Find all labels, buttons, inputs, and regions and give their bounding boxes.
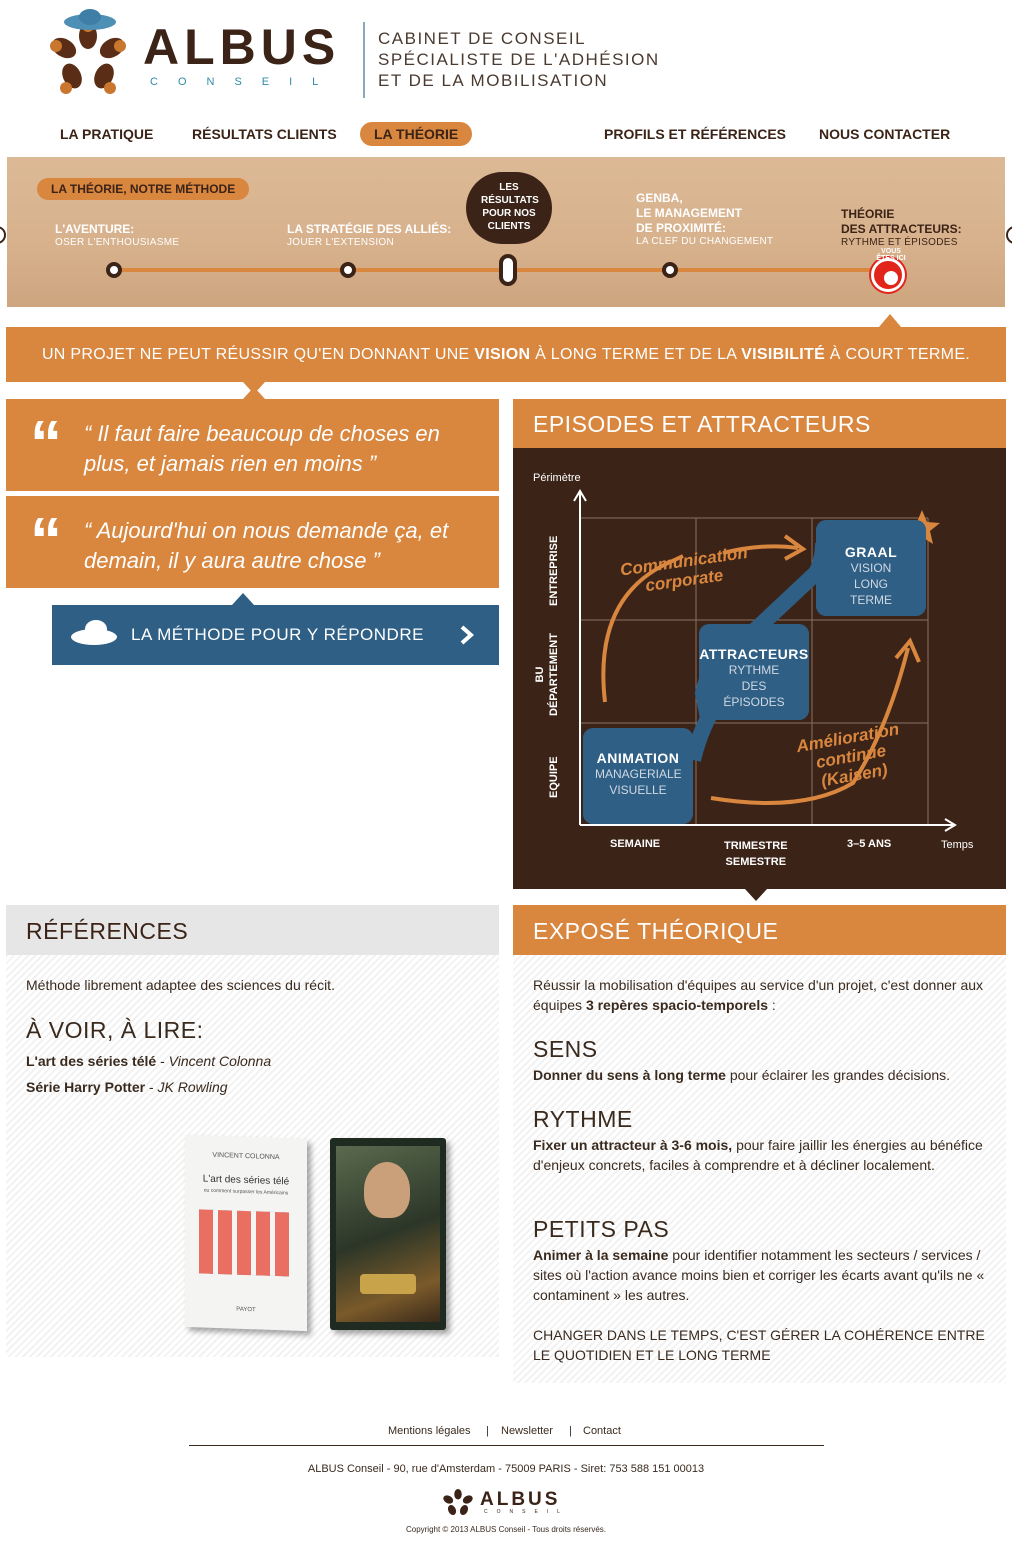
footer-logo-word[interactable]: ALBUS (480, 1489, 561, 1510)
cell-title: ATTRACTEURS (699, 646, 809, 662)
timeline-step-attracteurs[interactable] (841, 207, 962, 248)
tagline-line-1: CABINET DE CONSEIL (378, 29, 587, 48)
footer-address: ALBUS Conseil - 90, rue d'Amsterdam - 75009 PARIS - Siret: 753 588 151 00013 (307, 1463, 705, 1475)
footer-link-mentions[interactable]: Mentions légales (388, 1425, 471, 1437)
book-author: VINCENT COLONNA (212, 1151, 280, 1162)
timeline-dot[interactable] (340, 262, 356, 278)
row-label-equipe: EQUIPE (548, 756, 560, 798)
timeline-step-strategie-allies[interactable] (287, 222, 451, 248)
timeline-dot[interactable] (662, 262, 678, 278)
quote-mark-icon: “ (30, 407, 62, 479)
step-title-line-1: GENBA, (636, 191, 683, 205)
header-divider (363, 22, 365, 98)
header-tagline (378, 28, 660, 91)
logo-wordmark[interactable]: ALBUS (143, 19, 341, 75)
dvd-cover[interactable] (330, 1138, 446, 1330)
quote-text: “ Aujourd'hui on nous demande ça, et demain, il y aura autre chose ” (84, 518, 449, 573)
timeline-step-resultats-clients[interactable] (466, 172, 552, 244)
section-body: pour faire jaillir les énergies au bénéfice d'enjeux concrets, faciles à comprendre et à décliner localement. (533, 1137, 983, 1173)
nav-profils-references[interactable]: PROFILS ET RÉFÉRENCES (604, 126, 787, 142)
book-title: L'art des séries télé (202, 1173, 290, 1188)
reference-author: Vincent Colonna (168, 1053, 272, 1069)
y-axis-label: Périmètre (533, 472, 581, 484)
section-bold: Donner du sens à long terme (533, 1067, 726, 1083)
section-bold: Fixer un attracteur à 3-6 mois, (533, 1137, 733, 1153)
cell-subtitle: VISION LONG TERME (850, 561, 892, 607)
center-step-label: LES RÉSULTATS POUR NOS CLIENTS (481, 182, 539, 232)
cell-subtitle: MANAGERIALE VISUELLE (595, 767, 682, 797)
references-intro: Méthode librement adaptee des sciences du récit. (26, 977, 335, 993)
section-body: pour identifier notamment les secteurs / services / sites où l'action avance moins bien et corriger les écarts avant qu'ils ne « contaminent » les autres. (533, 1247, 985, 1303)
you-are-here-icon (871, 248, 906, 292)
episodes-chart (513, 448, 1006, 889)
expose-conclusion: CHANGER DANS LE TEMPS, C'EST GÉRER LA COHÉRENCE ENTRE LE QUOTIDIEN ET LE LONG TERME (533, 1327, 985, 1363)
vision-banner (6, 327, 1006, 382)
banner-text-1: UN PROJET NE PEUT RÉUSSIR QU'EN DONNANT UNE (41, 346, 475, 363)
quote-text: “ Il faut faire beaucoup de choses en plus, et jamais rien en moins ” (84, 421, 440, 476)
nav-la-theorie[interactable]: LA THÉORIE (360, 122, 472, 146)
section-text-rythme (533, 1135, 993, 1175)
section-text-petits-pas (533, 1245, 993, 1305)
expose-panel (513, 955, 1006, 1383)
book-publisher: PAYOT (236, 1306, 256, 1314)
episodes-pointer (745, 889, 767, 901)
step-subtitle: RYTHME ET ÉPISODES (841, 237, 958, 248)
cell-subtitle: RYTHME DES ÉPISODES (723, 663, 785, 709)
step-subtitle: OSER L'ENTHOUSIASME (55, 237, 180, 248)
timeline-prev-arrow[interactable] (0, 226, 6, 244)
step-subtitle: LA CLEF DU CHANGEMENT (636, 236, 774, 247)
cell-title: GRAAL (844, 544, 898, 560)
step-title-line-2: LE MANAGEMENT (636, 206, 742, 220)
footer-separator: | (486, 1425, 489, 1437)
footer-link-contact[interactable]: Contact (583, 1425, 621, 1437)
footer-link-newsletter[interactable]: Newsletter (501, 1425, 553, 1437)
timeline-center-marker[interactable] (499, 254, 517, 286)
method-button[interactable] (52, 605, 499, 665)
references-panel (6, 955, 499, 1357)
references-title: RÉFÉRENCES (6, 905, 499, 955)
expose-intro-end: : (768, 997, 776, 1013)
book-cover[interactable] (185, 1135, 307, 1331)
nav-la-pratique[interactable]: LA PRATIQUE (60, 126, 154, 142)
footer-divider (189, 1445, 824, 1446)
episodes-title: EPISODES ET ATTRACTEURS (513, 399, 1006, 448)
section-text-sens (533, 1065, 993, 1085)
col-label-3-5-ans: 3–5 ANS (847, 838, 892, 850)
col-label-semaine: SEMAINE (610, 838, 661, 850)
banner-visibilite: VISIBILITÉ (741, 346, 826, 363)
timeline-step-aventure[interactable] (55, 222, 179, 248)
book-subtitle: ou comment surpasser les Américains (203, 1187, 289, 1197)
reference-title: Série Harry Potter (26, 1079, 146, 1095)
note-communication: Communication corporate (618, 542, 749, 596)
expose-title: EXPOSÉ THÉORIQUE (513, 905, 1006, 955)
col-label-trimestre: TRIMESTRE SEMESTRE (724, 840, 788, 868)
tagline-line-2: SPÉCIALISTE DE L'ADHÉSION (378, 50, 660, 69)
method-button-label: LA MÉTHODE POUR Y RÉPONDRE (131, 625, 424, 644)
section-title-petits-pas: PETITS PAS (533, 1216, 670, 1242)
row-label-departement: BU DÉPARTEMENT (534, 633, 560, 716)
footer-logo-icon[interactable] (440, 1483, 476, 1519)
step-title-line-2: DES ATTRACTEURS: (841, 222, 962, 236)
step-title: L'AVENTURE: (55, 222, 135, 236)
reference-author: JK Rowling (157, 1079, 228, 1095)
cell-graal (816, 520, 926, 616)
method-pointer (232, 593, 254, 605)
footer-logo-sub: CONSEIL (484, 1509, 569, 1515)
tagline-line-3: ET DE LA MOBILISATION (378, 71, 609, 90)
quote-mark-icon: “ (30, 504, 62, 576)
timeline-step-genba[interactable] (636, 191, 773, 247)
row-label-entreprise: ENTREPRISE (548, 535, 560, 606)
step-title-line-1: THÉORIE (841, 207, 895, 221)
cell-title: ANIMATION (596, 750, 680, 766)
quote-card-2 (6, 496, 499, 588)
section-title-rythme: RYTHME (533, 1106, 633, 1132)
timeline-next-arrow[interactable] (1006, 226, 1012, 244)
dvd-portrait (364, 1162, 410, 1218)
cell-animation (583, 728, 693, 824)
expose-intro-bold: 3 repères spacio-temporels (585, 997, 769, 1013)
timeline-badge: LA THÉORIE, NOTRE MÉTHODE (37, 178, 249, 200)
reference-item-2[interactable]: Série Harry Potter - JK Rowling (26, 1079, 228, 1095)
x-axis-label: Temps (941, 839, 974, 851)
banner-text-3: À COURT TERME. (825, 346, 971, 363)
reference-title: L'art des séries télé (26, 1053, 157, 1069)
nav-nous-contacter[interactable]: NOUS CONTACTER (819, 126, 951, 142)
quote-pointer (243, 387, 265, 399)
expose-intro-text: Réussir la mobilisation d'équipes au service d'un projet, c'est donner aux équipes (533, 977, 984, 1013)
note-amelioration: Amélioration continue (Kaisen) (794, 719, 901, 791)
hat-icon (70, 619, 118, 649)
you-are-here-label: VOUS ÊTES ICI (876, 248, 906, 262)
step-title: LA STRATÉGIE DES ALLIÉS: (287, 222, 452, 236)
section-title-sens: SENS (533, 1036, 598, 1062)
step-title-line-3: DE PROXIMITÉ: (636, 221, 727, 235)
footer-separator: | (569, 1425, 572, 1437)
banner-pointer (879, 314, 901, 327)
book-illustration (199, 1209, 293, 1276)
chevron-right-icon (457, 625, 477, 645)
section-body: pour éclairer les grandes décisions. (725, 1067, 951, 1083)
banner-text-2: À LONG TERME ET DE LA (530, 346, 742, 363)
albus-logo-icon[interactable] (40, 6, 136, 102)
reference-item-1[interactable]: L'art des séries télé - Vincent Colonna (26, 1053, 272, 1069)
footer-copyright: Copyright © 2013 ALBUS Conseil - Tous droits réservés. (405, 1525, 607, 1534)
expose-intro (533, 975, 993, 1015)
nav-resultats-clients[interactable]: RÉSULTATS CLIENTS (192, 126, 337, 142)
banner-vision: VISION (474, 346, 531, 363)
section-bold: Animer à la semaine (533, 1247, 669, 1263)
cell-attracteurs (699, 624, 809, 720)
step-subtitle: JOUER L'EXTENSION (287, 237, 395, 248)
quote-card-1 (6, 399, 499, 491)
dvd-title-logo (360, 1274, 416, 1294)
logo-subtitle: CONSEIL (150, 76, 339, 88)
references-subtitle: À VOIR, À LIRE: (26, 1017, 204, 1043)
timeline-dot[interactable] (106, 262, 122, 278)
